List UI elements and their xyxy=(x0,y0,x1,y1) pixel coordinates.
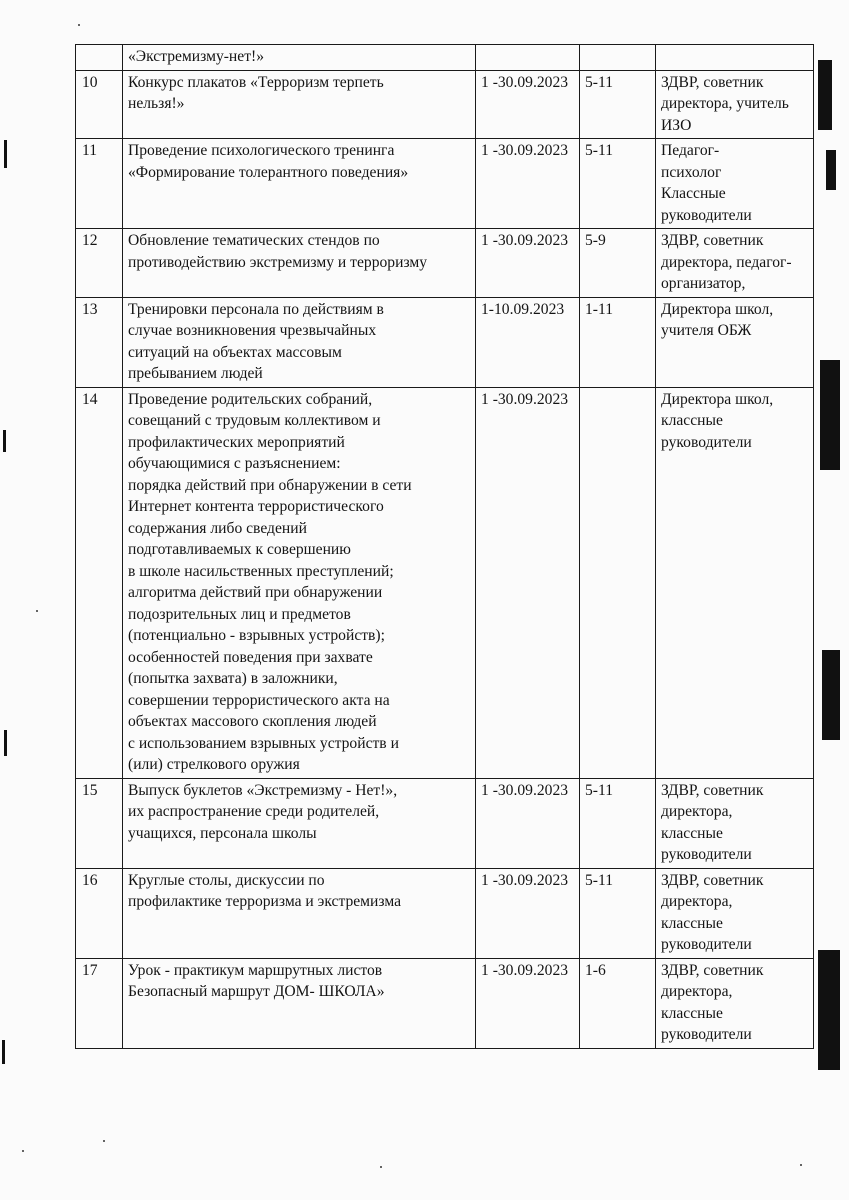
classes-cell: 5-11 xyxy=(580,70,656,139)
responsible-text-line: руководители xyxy=(661,1026,752,1043)
scan-artifact xyxy=(3,430,6,452)
responsible-text-line: классные xyxy=(661,914,723,932)
event-text-line: учащихся, персонала школы xyxy=(128,824,317,842)
event-text-line: совещаний с трудовым коллективом и xyxy=(128,412,381,429)
responsible-text-line: руководители xyxy=(661,433,752,451)
responsible-text-line: ЗДВР, советник xyxy=(661,871,764,889)
date-cell: 1 -30.09.2023 xyxy=(476,778,580,868)
event-text-line: совершении террористического акта на xyxy=(128,691,390,709)
event-text-line: Обновление тематических стендов по xyxy=(128,232,380,249)
event-text-line: объектах массового скопления людей xyxy=(128,713,377,730)
date-cell: 1 -30.09.2023 xyxy=(476,387,580,778)
event-text-line: содержания либо сведений xyxy=(128,519,307,537)
responsible-cell xyxy=(656,958,814,1048)
table-row xyxy=(76,387,814,778)
table-row xyxy=(76,70,814,139)
table-row xyxy=(76,297,814,387)
event-cell xyxy=(123,297,476,387)
date-cell: 1 -30.09.2023 xyxy=(476,229,580,298)
event-text-line: особенностей поведения при захвате xyxy=(128,648,373,666)
date-cell: 1 -30.09.2023 xyxy=(476,139,580,229)
responsible-text-line: руководители xyxy=(661,206,752,224)
event-cell xyxy=(123,868,476,958)
classes-cell xyxy=(580,387,656,778)
event-text-line: подготавливаемых к совершению xyxy=(128,541,351,558)
event-text-line: профилактике терроризма и экстремизма xyxy=(128,893,402,910)
responsible-text-line: ИЗО xyxy=(661,116,692,134)
event-text-line: «Формирование толерантного поведения» xyxy=(128,163,409,181)
row-number xyxy=(76,45,123,71)
responsible-cell xyxy=(656,229,814,298)
table-row xyxy=(76,958,814,1048)
responsible-text-line: психолог xyxy=(661,163,722,181)
event-text-line: (потенциально - взрывных устройств); xyxy=(128,627,385,644)
event-text-line: Конкурс плакатов «Терроризм терпеть xyxy=(128,73,384,91)
date-cell: 1 -30.09.2023 xyxy=(476,868,580,958)
event-text-line: нельзя!» xyxy=(128,95,185,112)
event-text-line: с использованием взрывных устройств и xyxy=(128,734,399,752)
table-row xyxy=(76,45,814,71)
scan-speck xyxy=(36,610,38,612)
event-cell xyxy=(123,45,476,71)
event-text-line: Тренировки персонала по действиям в xyxy=(128,300,384,318)
classes-cell: 1-6 xyxy=(580,958,656,1048)
event-text-line: (или) стрелкового оружия xyxy=(128,756,300,773)
event-text-line: (попытка захвата) в заложники, xyxy=(128,670,338,687)
event-text-line: обучающимися с разъяснением: xyxy=(128,455,341,472)
event-text-line: профилактических мероприятий xyxy=(128,433,345,451)
events-table-body xyxy=(76,45,814,1049)
table-row xyxy=(76,229,814,298)
event-text-line: пребыванием людей xyxy=(128,365,263,382)
event-text-line: случае возникновения чрезвычайных xyxy=(128,322,377,339)
date-cell: 1 -30.09.2023 xyxy=(476,958,580,1048)
responsible-text-line: руководители xyxy=(661,936,752,953)
responsible-cell xyxy=(656,70,814,139)
responsible-text-line: ЗДВР, советник xyxy=(661,781,764,799)
responsible-text-line: директора, xyxy=(661,893,733,910)
scan-speck xyxy=(380,1166,382,1168)
row-number: 12 xyxy=(76,229,123,298)
event-text-line: алгоритма действий при обнаружении xyxy=(128,584,383,601)
responsible-text-line: Директора школ, xyxy=(661,390,774,408)
scan-artifact xyxy=(4,730,7,756)
responsible-text-line: классные xyxy=(661,824,723,842)
event-cell xyxy=(123,958,476,1048)
responsible-text-line: директора, педагог- xyxy=(661,253,792,271)
classes-cell: 5-9 xyxy=(580,229,656,298)
scan-artifact xyxy=(4,140,7,168)
event-text-line: Проведение психологического тренинга xyxy=(128,142,395,159)
event-text-line: их распространение среди родителей, xyxy=(128,803,380,820)
responsible-cell xyxy=(656,297,814,387)
responsible-text-line: классные xyxy=(661,1004,723,1022)
responsible-cell xyxy=(656,778,814,868)
responsible-text-line: Классные xyxy=(661,185,726,202)
table-row xyxy=(76,868,814,958)
event-text-line: Круглые столы, дискуссии по xyxy=(128,871,325,889)
responsible-text-line: ЗДВР, советник xyxy=(661,73,764,91)
responsible-text-line: Директора школ, xyxy=(661,300,774,318)
event-text-line: подозрительных лиц и предметов xyxy=(128,605,351,623)
row-number: 11 xyxy=(76,139,123,229)
event-text-line: «Экстремизму-нет!» xyxy=(128,48,265,65)
classes-cell: 5-11 xyxy=(580,868,656,958)
responsible-text-line: директора, учитель xyxy=(661,95,789,112)
responsible-text-line: ЗДВР, советник xyxy=(661,961,764,979)
row-number: 16 xyxy=(76,868,123,958)
responsible-text-line: организатор, xyxy=(661,275,746,292)
classes-cell: 5-11 xyxy=(580,778,656,868)
scan-artifact xyxy=(818,950,840,1070)
row-number: 10 xyxy=(76,70,123,139)
event-text-line: Выпуск буклетов «Экстремизму - Нет!», xyxy=(128,781,398,799)
scan-speck xyxy=(22,1150,24,1152)
responsible-text-line: классные xyxy=(661,412,723,429)
row-number: 14 xyxy=(76,387,123,778)
scan-speck xyxy=(800,1164,802,1166)
responsible-cell xyxy=(656,139,814,229)
event-cell xyxy=(123,229,476,298)
scan-artifact xyxy=(818,60,832,130)
responsible-text-line: Педагог- xyxy=(661,142,720,159)
date-cell: 1 -30.09.2023 xyxy=(476,70,580,139)
event-cell xyxy=(123,70,476,139)
event-text-line: Интернет контента террористического xyxy=(128,498,384,515)
event-text-line: ситуаций на объектах массовым xyxy=(128,343,342,361)
event-cell xyxy=(123,387,476,778)
responsible-text-line: ЗДВР, советник xyxy=(661,232,764,249)
event-cell xyxy=(123,139,476,229)
row-number: 13 xyxy=(76,297,123,387)
responsible-cell xyxy=(656,868,814,958)
row-number: 15 xyxy=(76,778,123,868)
responsible-text-line: директора, xyxy=(661,803,733,820)
responsible-text-line: директора, xyxy=(661,983,733,1000)
event-text-line: противодействию экстремизму и терроризму xyxy=(128,253,428,271)
scan-artifact xyxy=(2,1040,5,1064)
scan-artifact xyxy=(822,650,840,740)
event-text-line: порядка действий при обнаружении в сети xyxy=(128,476,412,494)
scan-artifact xyxy=(820,360,840,470)
event-cell xyxy=(123,778,476,868)
classes-cell: 1-11 xyxy=(580,297,656,387)
scan-artifact xyxy=(826,150,836,190)
responsible-text-line: руководители xyxy=(661,846,752,863)
date-cell: 1-10.09.2023 xyxy=(476,297,580,387)
table-row xyxy=(76,139,814,229)
classes-cell xyxy=(580,45,656,71)
event-text-line: Проведение родительских собраний, xyxy=(128,390,373,408)
event-text-line: Безопасный маршрут ДОМ- ШКОЛА» xyxy=(128,983,385,1000)
classes-cell: 5-11 xyxy=(580,139,656,229)
scan-speck xyxy=(103,1140,105,1142)
responsible-cell xyxy=(656,45,814,71)
responsible-cell xyxy=(656,387,814,778)
events-table xyxy=(75,44,814,1049)
event-text-line: Урок - практикум маршрутных листов xyxy=(128,961,383,979)
row-number: 17 xyxy=(76,958,123,1048)
responsible-text-line: учителя ОБЖ xyxy=(661,322,752,339)
table-row xyxy=(76,778,814,868)
scan-speck xyxy=(78,24,80,26)
event-text-line: в школе насильственных преступлений; xyxy=(128,562,394,580)
date-cell xyxy=(476,45,580,71)
